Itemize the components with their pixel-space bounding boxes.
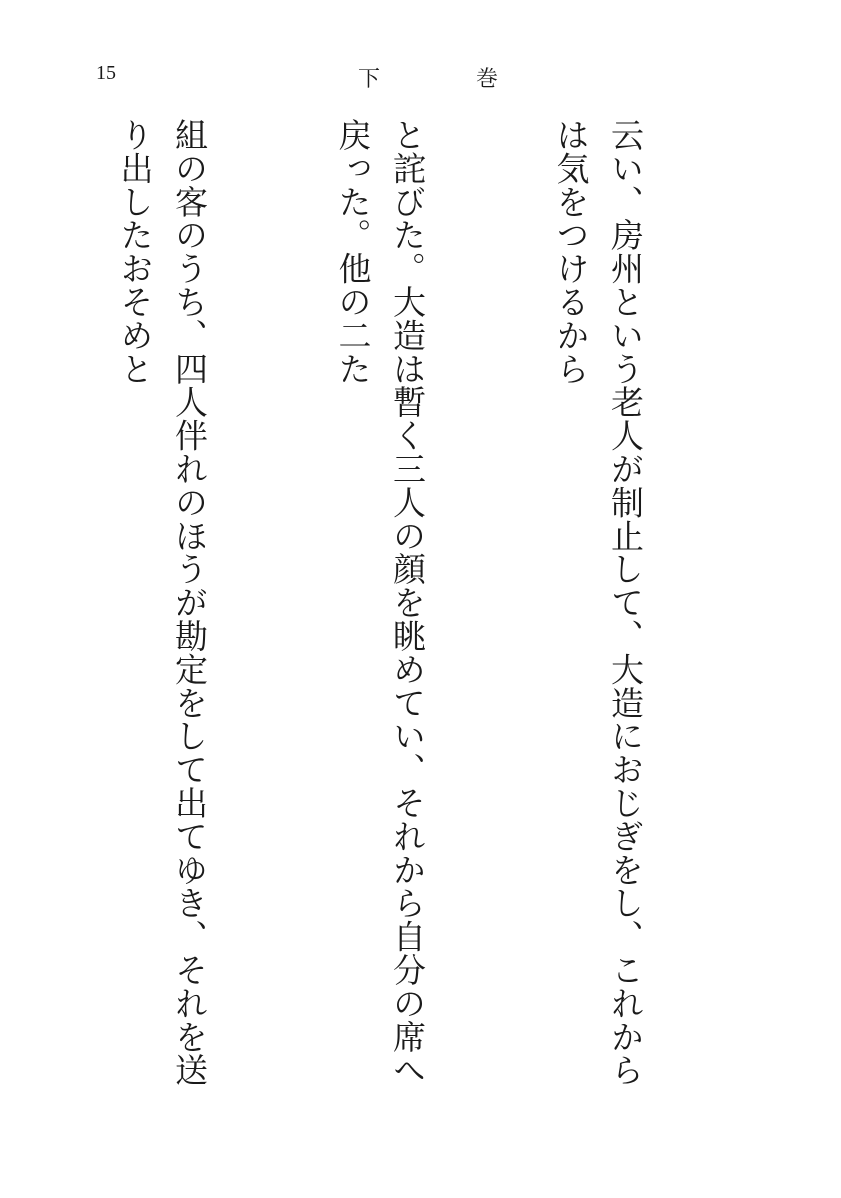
text-line: 云い、房州という老人が制止して、大造におじぎをし、これからは気をつけるから [551,118,645,1087]
volume-title-part-2: 巻 [476,67,499,92]
novel-body-text [0,118,761,1118]
text-line: と詫びた。大造は暫く三人の顔を眺めてい、それから自分の席へ戻った。他の二た [333,118,427,1087]
text-line: 組の客のうち、四人伴れのほうが勘定をして出てゆき、それを送り出したおそめと [115,118,209,1087]
volume-title-part-1: 下 [358,67,381,92]
page-header [0,62,841,92]
page-number: 15 [96,62,116,84]
